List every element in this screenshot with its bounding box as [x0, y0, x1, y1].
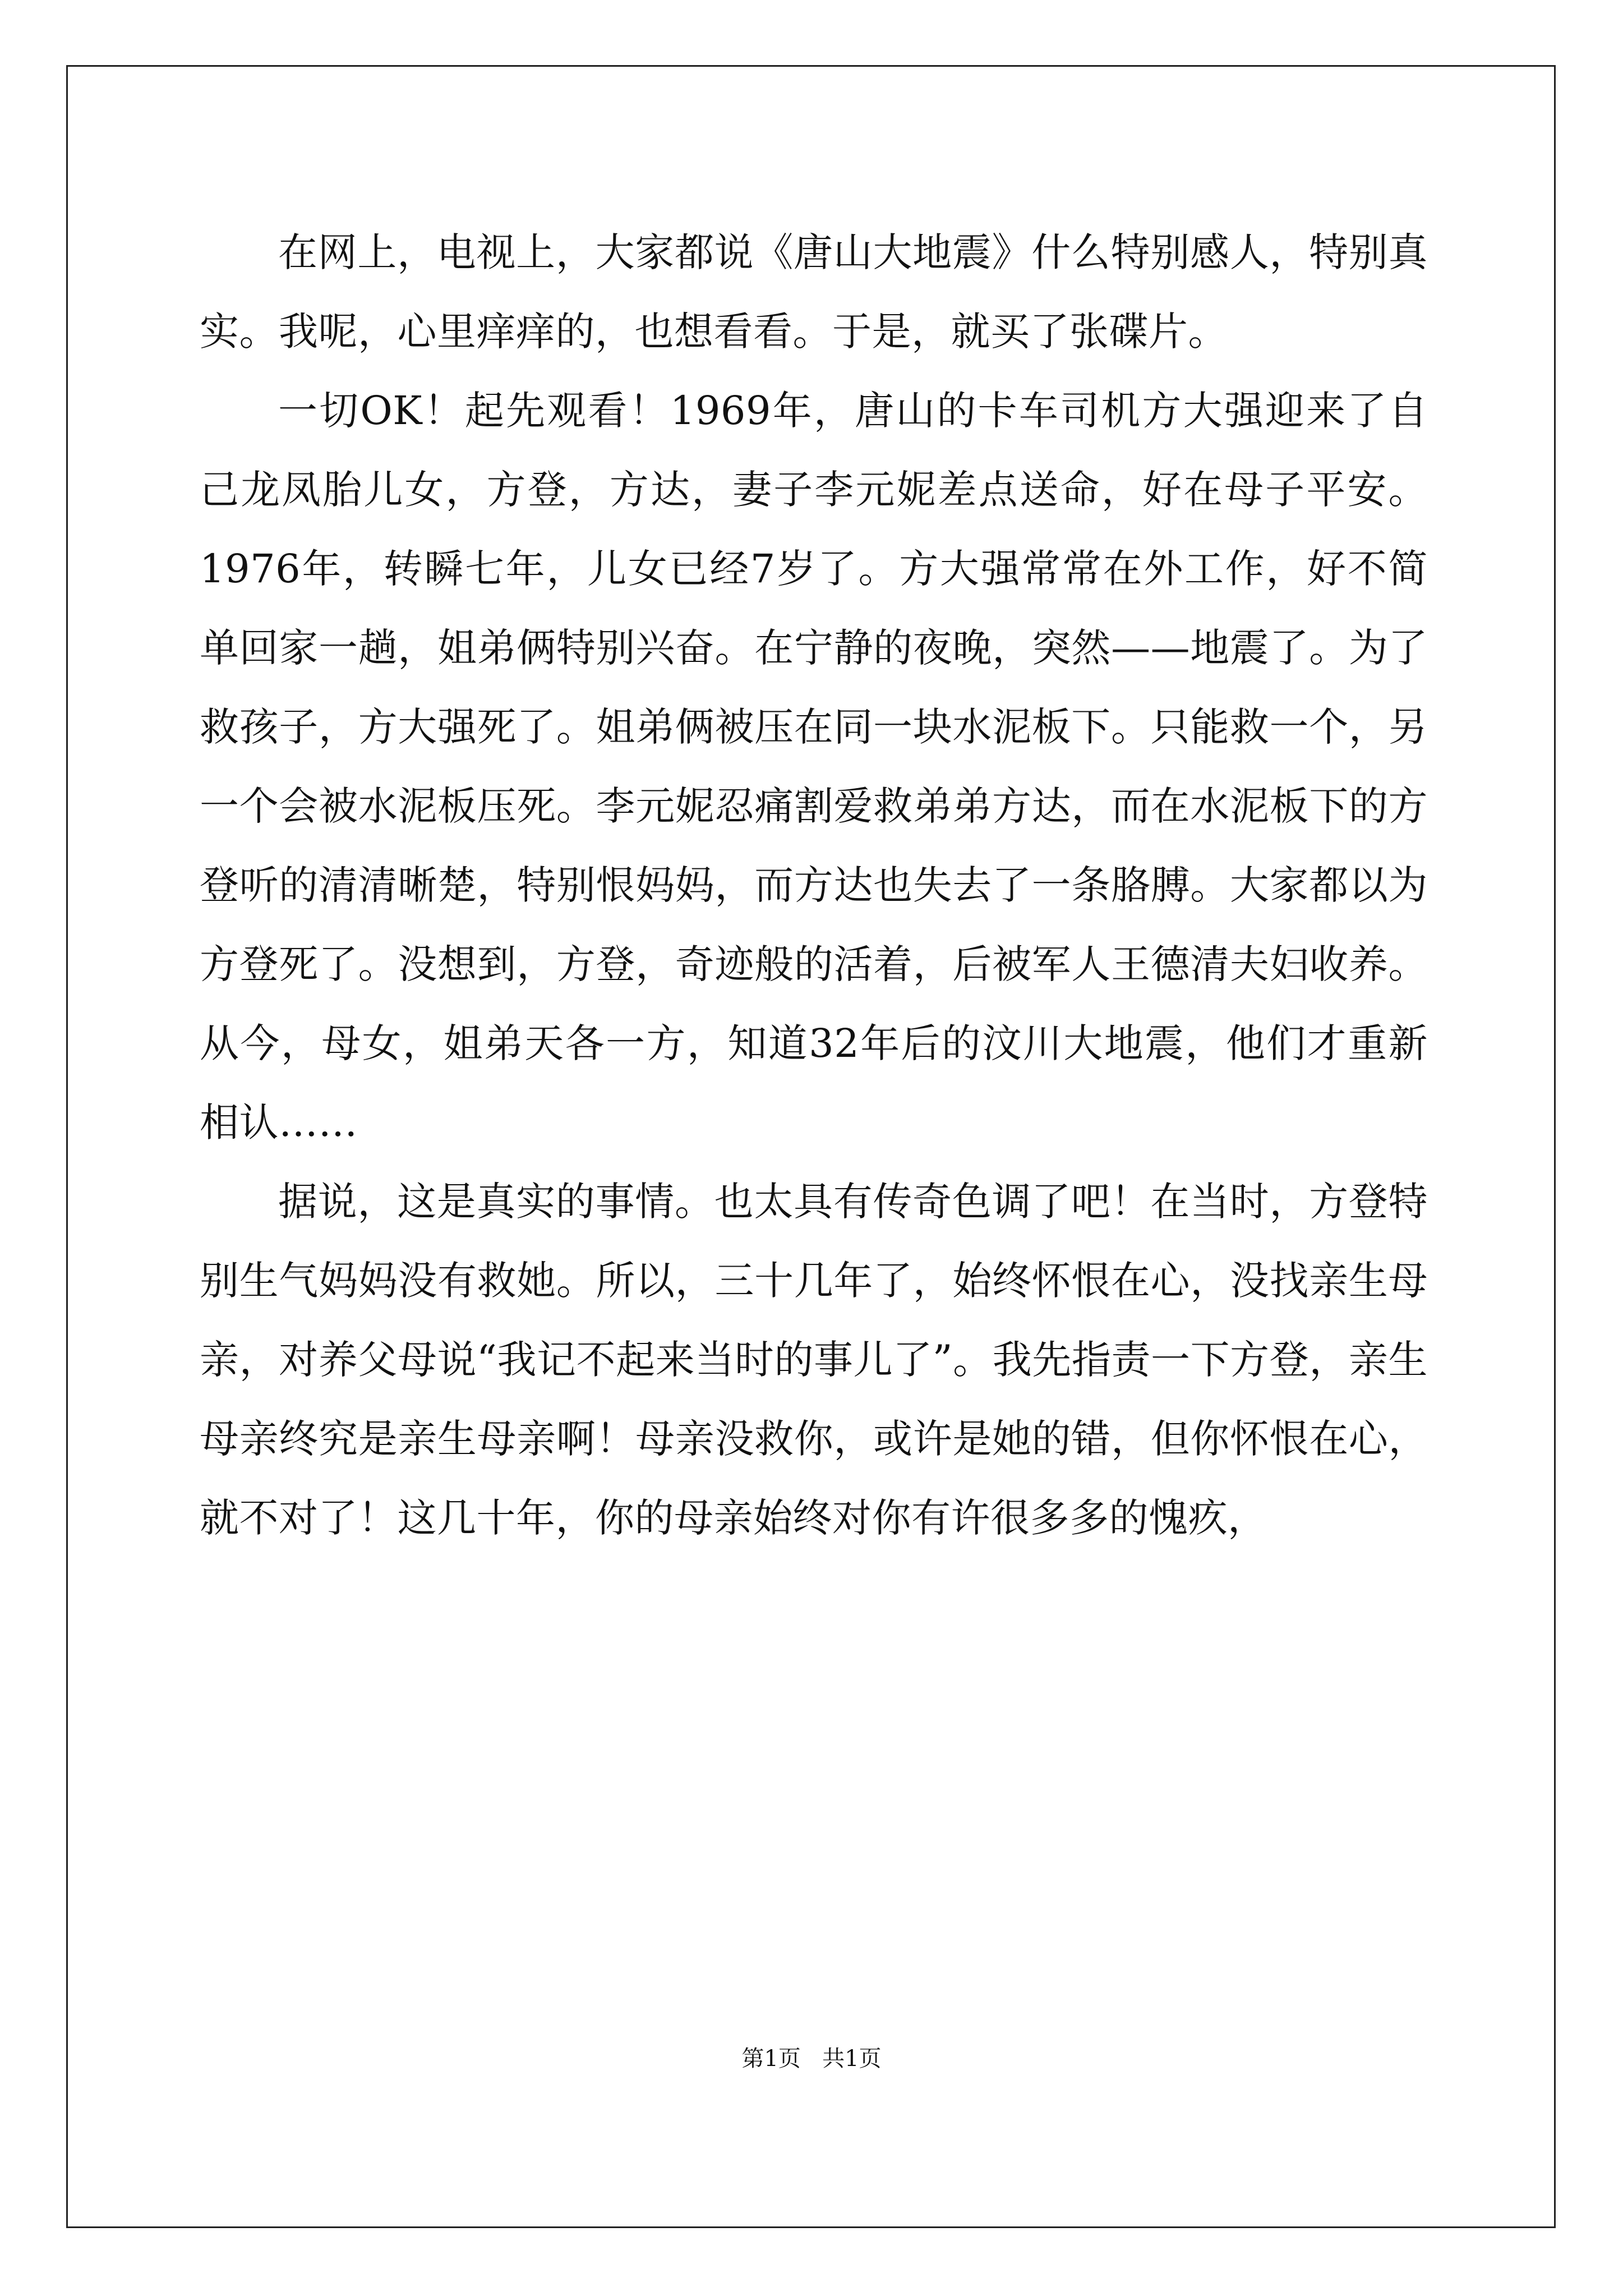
page-footer	[0, 2042, 1623, 2076]
page-number: 第1页	[741, 2046, 801, 2072]
paragraph-1: 在网上，电视上，大家都说《唐山大地震》什么特别感人，特别真实。我呢，心里痒痒的，也想看看。于是，就买了张碟片。	[200, 229, 1428, 355]
page-total: 共1页	[822, 2046, 882, 2072]
paragraph-3: 据说，这是真实的事情。也太具有传奇色调了吧！在当时，方登特别生气妈妈没有救她。所以，三十几年了，始终怀恨在心，没找亲生母亲，对养父母说“我记不起来当时的事儿了”。我先指责一下方登，亲生母亲终究是亲生母亲啊！母亲没救你，或许是她的错，但你怀恨在心，就不对了！这几十年，你的母亲始终对你有许很多多的愧疚，	[200, 1179, 1428, 1541]
document-body	[200, 213, 1428, 1558]
paragraph-2: 一切OK！起先观看！1969年，唐山的卡车司机方大强迎来了自己龙凤胎儿女，方登，方达，妻子李元妮差点送命，好在母子平安。1976年，转瞬七年，儿女已经7岁了。方大强常常在外工作，好不简单回家一趟，姐弟俩特别兴奋。在宁静的夜晚，突然——地震了。为了救孩子，方大强死了。姐弟俩被压在同一块水泥板下。只能救一个，另一个会被水泥板压死。李元妮忍痛割爱救弟弟方达，而在水泥板下的方登听的清清晰楚，特别恨妈妈，而方达也失去了一条胳膊。大家都以为方登死了。没想到，方登，奇迹般的活着，后被军人王德清夫妇收养。从今，母女，姐弟天各一方，知道32年后的汶川大地震，他们才重新相认……	[200, 388, 1428, 1145]
